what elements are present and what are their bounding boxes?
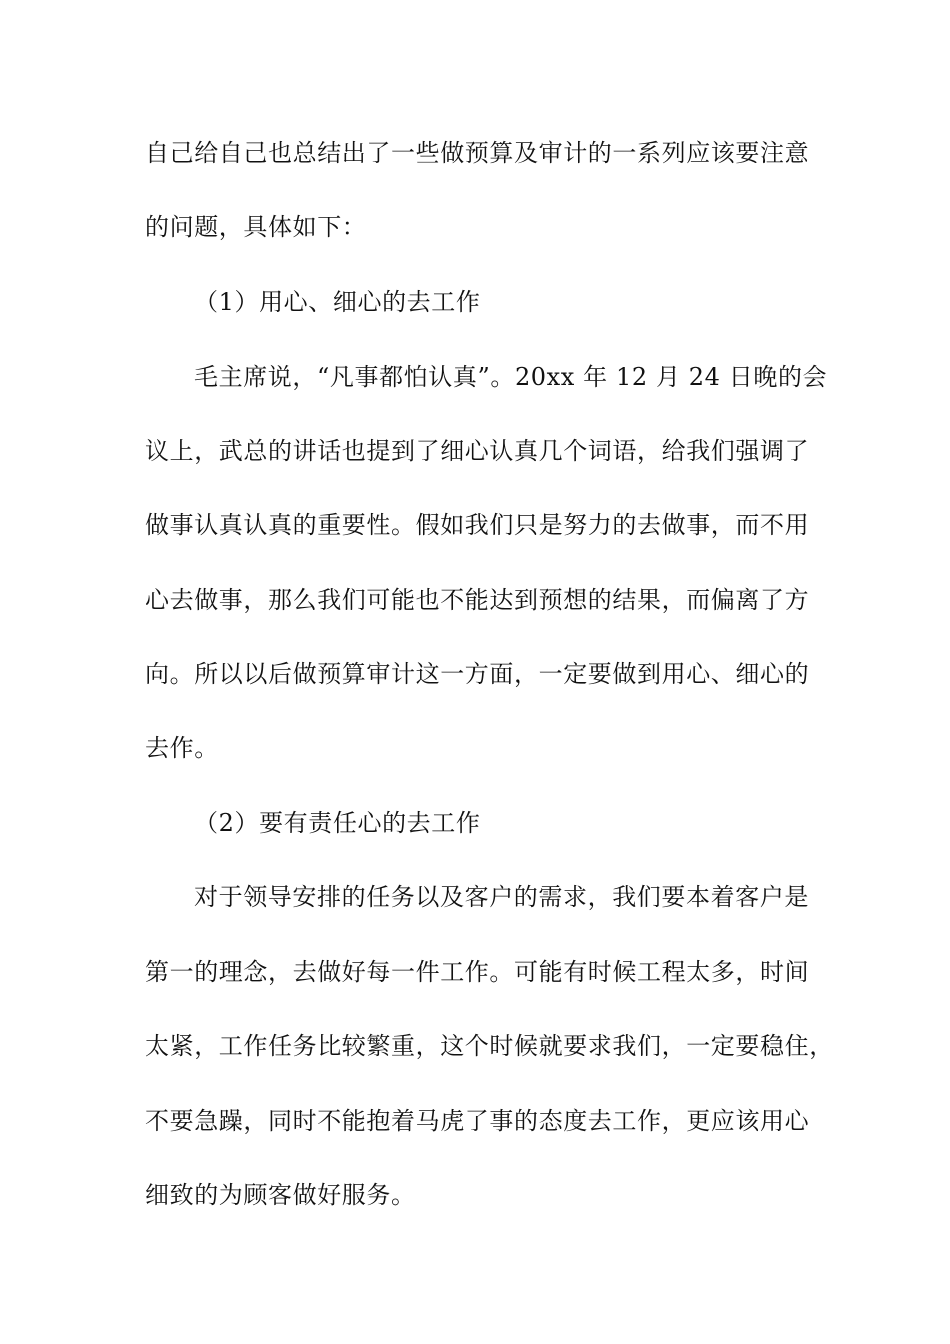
paragraph-line: 去作。 <box>145 734 219 762</box>
paragraph-line: 自己给自己也总结出了一些做预算及审计的一系列应该要注意 <box>145 139 810 167</box>
paragraph-line: 对于领导安排的任务以及客户的需求，我们要本着客户是 <box>194 883 809 911</box>
paragraph-line: 的问题，具体如下： <box>145 213 367 241</box>
paragraph-line: 向。所以以后做预算审计这一方面，一定要做到用心、细心的 <box>145 660 810 688</box>
paragraph-line: 心去做事，那么我们可能也不能达到预想的结果，而偏离了方 <box>145 586 810 614</box>
paragraph-line: 毛主席说，“凡事都怕认真”。20xx 年 12 月 24 日晚的会 <box>194 363 828 391</box>
section-heading-2: （2）要有责任心的去工作 <box>194 809 481 837</box>
paragraph-line: 第一的理念，去做好每一件工作。可能有时候工程太多，时间 <box>145 958 810 986</box>
paragraph-line: 做事认真认真的重要性。假如我们只是努力的去做事，而不用 <box>145 511 810 539</box>
section-heading-1: （1）用心、细心的去工作 <box>194 288 481 316</box>
paragraph-line: 细致的为顾客做好服务。 <box>145 1181 416 1209</box>
paragraph-line: 不要急躁，同时不能抱着马虎了事的态度去工作，更应该用心 <box>145 1107 810 1135</box>
paragraph-line: 太紧，工作任务比较繁重，这个时候就要求我们，一定要稳住， <box>145 1032 834 1060</box>
paragraph-line: 议上，武总的讲话也提到了细心认真几个词语，给我们强调了 <box>145 437 810 465</box>
